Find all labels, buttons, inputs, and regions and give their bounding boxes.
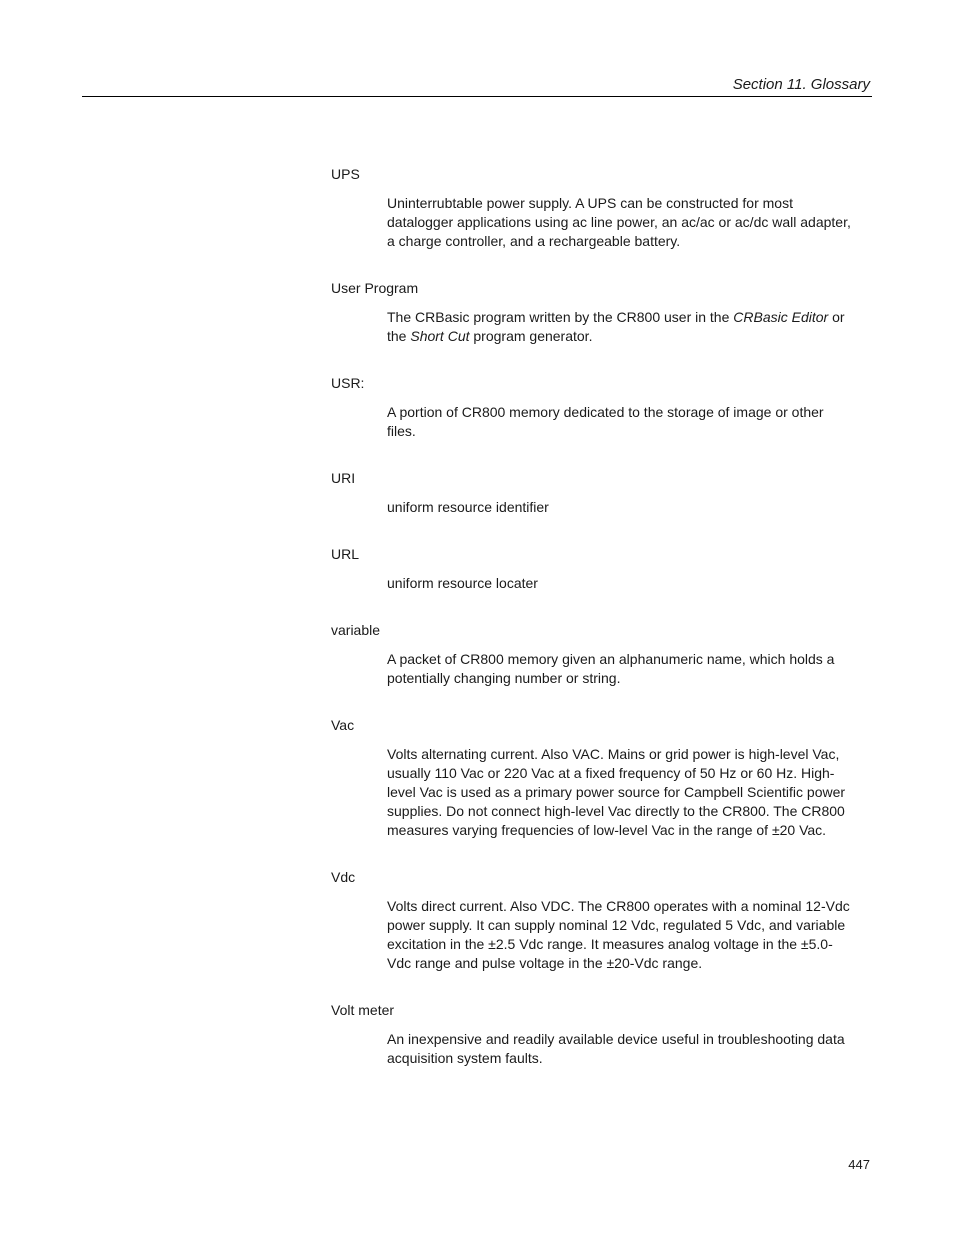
glossary-definition — [387, 308, 851, 346]
definition-text: uniform resource identifier — [387, 499, 549, 515]
glossary-term: URI — [331, 470, 356, 486]
glossary-term: variable — [331, 622, 381, 638]
glossary-term: URL — [331, 546, 360, 562]
definition-emphasis: CRBasic Editor — [733, 309, 829, 325]
glossary-term: Volt meter — [331, 1002, 395, 1018]
definition-text: or the — [387, 309, 845, 344]
glossary-entry — [331, 621, 851, 688]
glossary-term: UPS — [331, 166, 360, 182]
glossary-definition — [387, 897, 851, 973]
definition-text: Volts direct current. Also VDC. The CR800 operates with a nominal 12-Vdc power supply. It can supply nominal 12 Vdc, regulated 5 Vdc, and variable excitation in the ±2.5 Vdc range. It measures analog voltage in the ±5.0-Vdc range and pulse voltage in the ±20-Vdc range. — [387, 898, 850, 971]
glossary-term: User Program — [331, 280, 419, 296]
definition-text: Uninterrubtable power supply. A UPS can be constructed for most datalogger applications using ac line power, an ac/ac or ac/dc wall adapter, a charge controller, and a rechargeable battery. — [387, 195, 851, 249]
glossary-definition — [387, 498, 851, 517]
glossary-entry — [331, 1001, 851, 1068]
glossary-definition — [387, 745, 851, 840]
glossary-entry — [331, 469, 851, 517]
definition-text: uniform resource locater — [387, 575, 538, 591]
definition-text: A portion of CR800 memory dedicated to the storage of image or other files. — [387, 404, 824, 439]
page-header — [82, 74, 872, 97]
glossary-term: Vdc — [331, 869, 356, 885]
definition-text: Volts alternating current. Also VAC. Mains or grid power is high-level Vac, usually 110 Vac or 220 Vac at a fixed frequency of 50 Hz or 60 Hz. High-level Vac is used as a primary power source for Campbell Scientific power supplies. Do not connect high-level Vac directly to the CR800. The CR800 measures varying frequencies of low-level Vac in the range of ±20 Vac. — [387, 746, 846, 838]
definition-text: The CRBasic program written by the CR800 user in the — [387, 309, 734, 325]
glossary-definition — [387, 403, 851, 441]
section-title: Section 11. Glossary — [732, 76, 870, 93]
glossary-entry — [331, 165, 851, 251]
page-number: 447 — [848, 1157, 870, 1172]
definition-text: A packet of CR800 memory given an alphanumeric name, which holds a potentially changing number or string. — [387, 651, 835, 686]
glossary-definition — [387, 1030, 851, 1068]
glossary-term: Vac — [331, 717, 355, 733]
glossary-term: USR: — [331, 375, 365, 391]
glossary-entry — [331, 279, 851, 346]
glossary-definition — [387, 194, 851, 251]
glossary-definition — [387, 574, 851, 593]
glossary-definition — [387, 650, 851, 688]
definition-text: program generator. — [469, 328, 593, 344]
definition-emphasis: Short Cut — [410, 328, 470, 344]
glossary-entry — [331, 545, 851, 593]
glossary-entry — [331, 374, 851, 441]
definition-text: An inexpensive and readily available device useful in troubleshooting data acquisition system faults. — [387, 1031, 845, 1066]
glossary-entries — [331, 165, 851, 1096]
glossary-entry — [331, 716, 851, 840]
glossary-entry — [331, 868, 851, 973]
